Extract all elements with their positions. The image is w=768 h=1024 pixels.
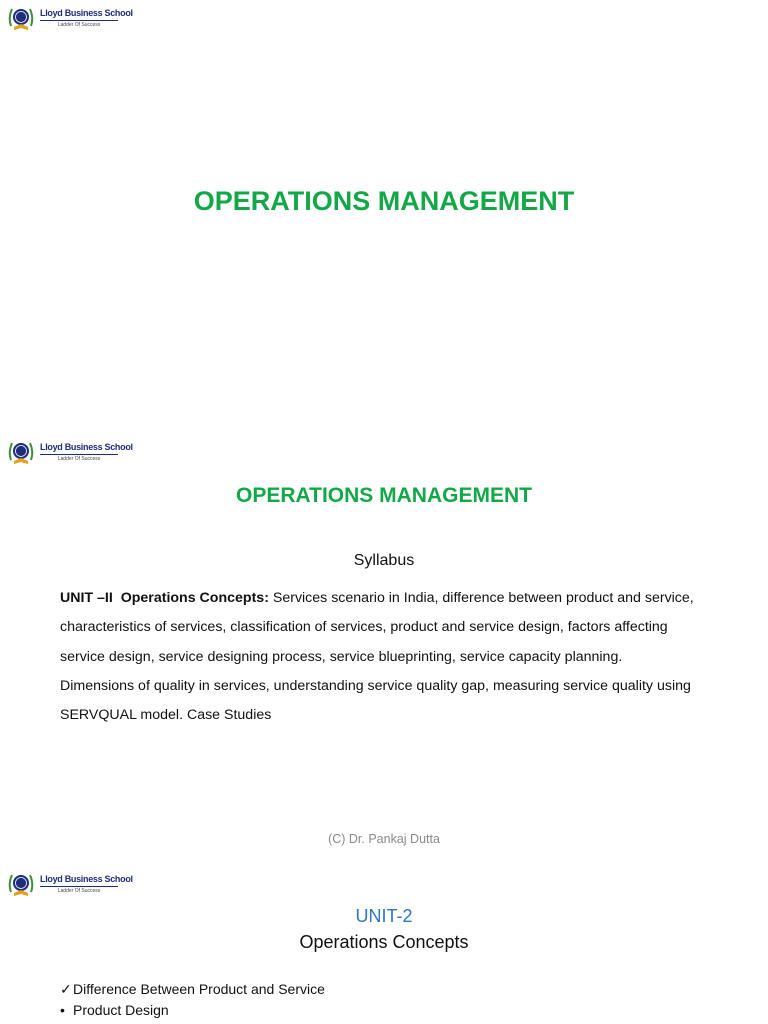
unit-title: Operations Concepts	[299, 932, 469, 952]
syllabus-line: SERVQUAL model. Case Studies	[60, 707, 272, 724]
topic-text: Product Design	[73, 1002, 169, 1018]
unit-label: UNIT –II	[60, 590, 113, 606]
syllabus-line: service design, service designing process, service blueprinting, service capacity planning.	[60, 648, 623, 665]
logo-tagline: Ladder Of Success	[57, 887, 101, 894]
slide-syllabus	[0, 432, 768, 856]
list-item	[60, 979, 325, 1000]
laurel-crest-icon	[6, 870, 36, 898]
topic-text: Difference Between Product and Service	[73, 981, 325, 997]
syllabus-heading: Syllabus	[353, 552, 415, 569]
slide-title-heading: OPERATIONS MANAGEMENT	[193, 186, 575, 216]
unit-topic: Operations Concepts:	[120, 590, 269, 606]
list-item	[60, 1000, 325, 1021]
syllabus-slide-title: OPERATIONS MANAGEMENT	[236, 484, 532, 507]
topic-list	[60, 979, 325, 1021]
syllabus-line: characteristics of services, classification of services, product and service design, factors affecting	[60, 619, 668, 636]
unit-number: UNIT-2	[355, 906, 413, 926]
logo-divider	[40, 454, 118, 455]
logo-divider	[40, 20, 118, 21]
syllabus-line	[60, 584, 720, 613]
school-logo	[6, 4, 133, 32]
slide-title	[0, 0, 768, 420]
syllabus-line: Dimensions of quality in services, understanding service quality gap, measuring service quality using	[60, 677, 691, 694]
logo-tagline: Ladder Of Success	[57, 455, 101, 462]
copyright-footer: (C) Dr. Pankaj Dutta	[328, 832, 440, 846]
logo-name: Lloyd Business School	[40, 873, 133, 884]
logo-divider	[40, 886, 118, 887]
laurel-crest-icon	[6, 4, 36, 32]
bullet-icon: •	[60, 1002, 65, 1018]
logo-tagline: Ladder Of Success	[57, 21, 101, 28]
laurel-crest-icon	[6, 438, 36, 466]
logo-name: Lloyd Business School	[40, 441, 133, 452]
syllabus-text: Services scenario in India, difference between product and service,	[268, 590, 694, 606]
slide-unit-2	[0, 866, 768, 1024]
syllabus-paragraph	[60, 584, 720, 730]
logo-name: Lloyd Business School	[40, 7, 133, 18]
school-logo	[6, 438, 133, 466]
school-logo	[6, 870, 133, 898]
checkmark-icon: ✓	[60, 981, 72, 997]
